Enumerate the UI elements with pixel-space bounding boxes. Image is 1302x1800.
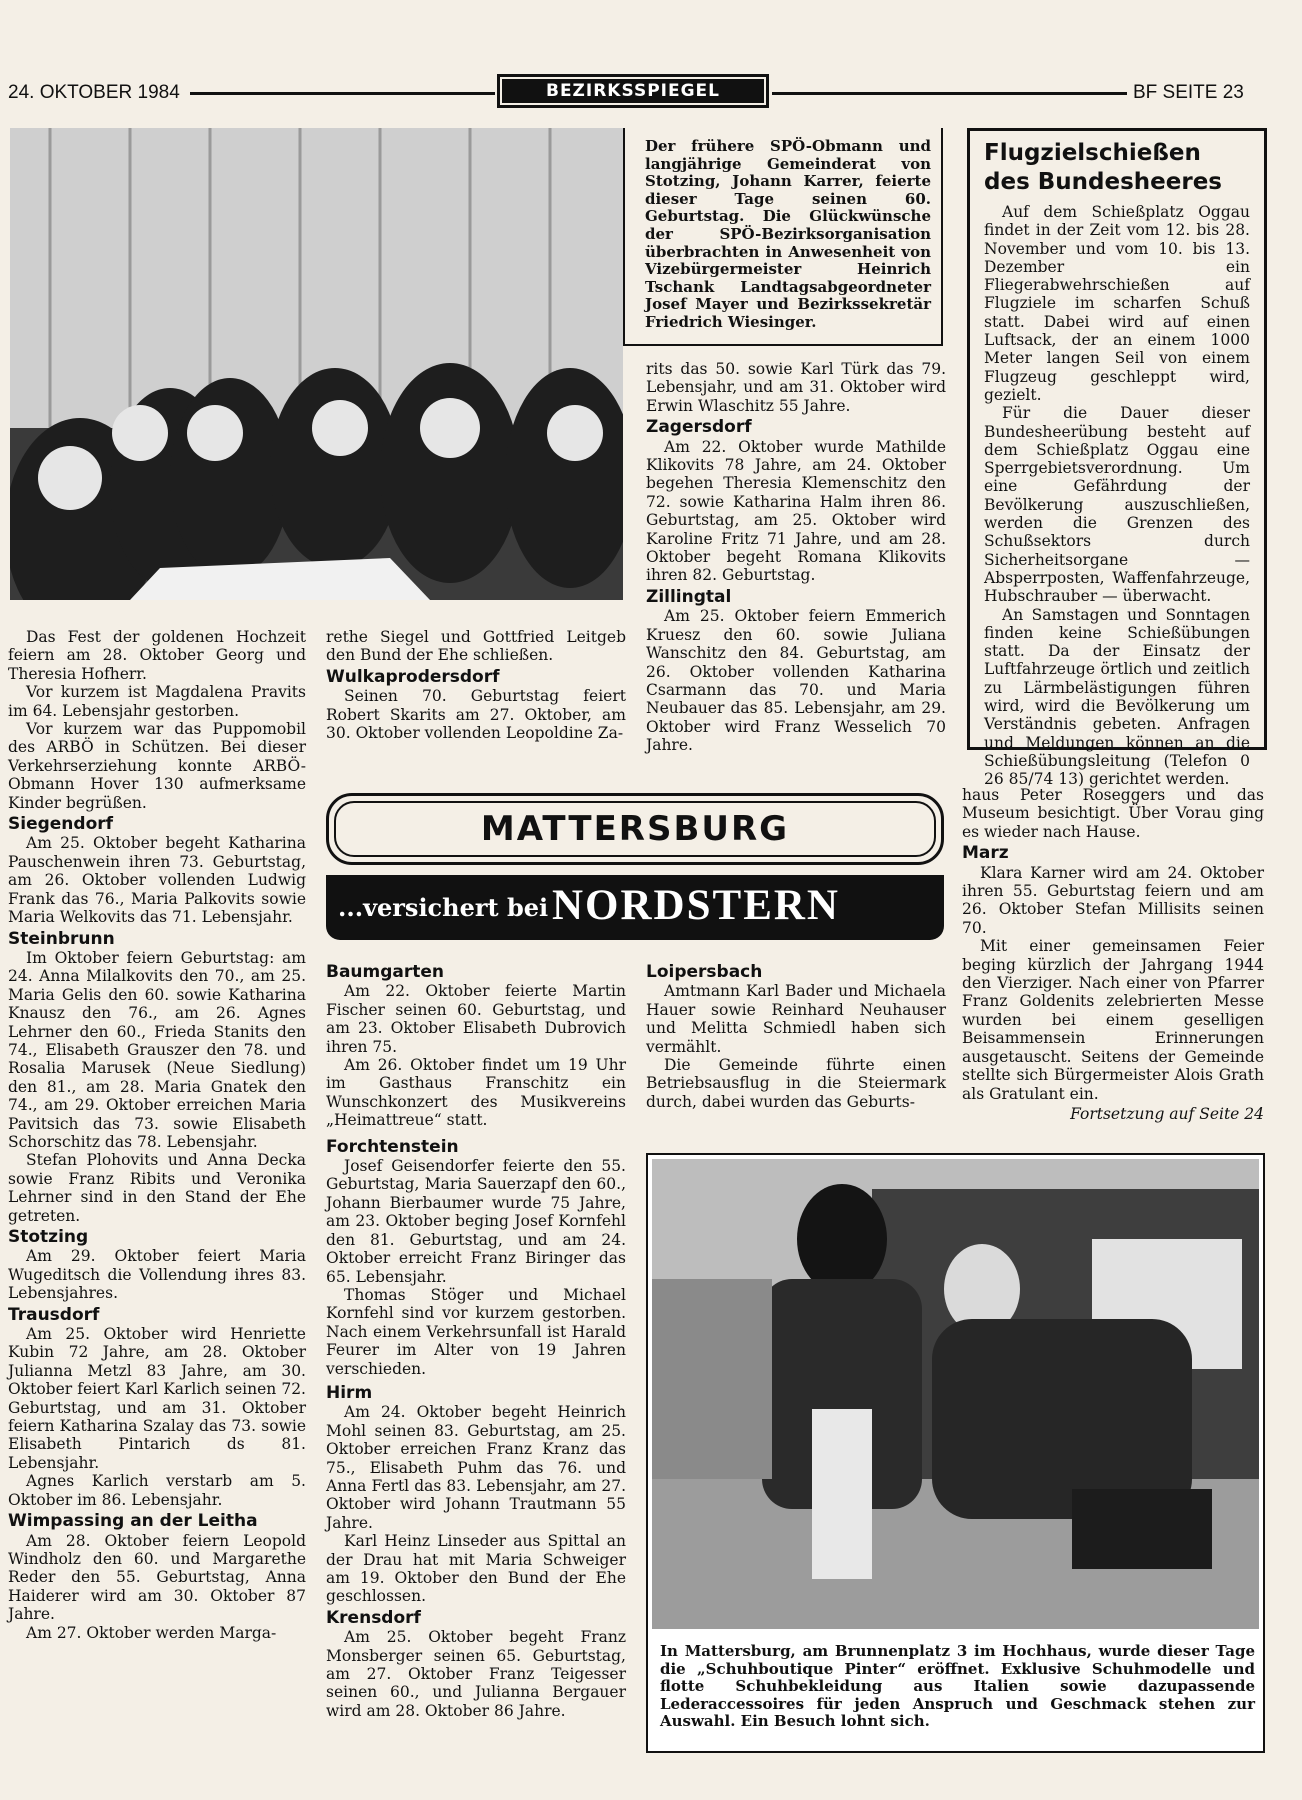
- column-4-bottom: [962, 786, 1264, 1123]
- col4bottom-p1: haus Peter Roseggers und das Museum besichtigt. Über Vorau ging es wieder nach Hause.: [962, 786, 1264, 841]
- col1-s5p1: Am 28. Oktober feiern Leopold Windholz den 60. und Margarethe Reder den 55. Geburtstag, Anna Haiderer wird am 30. Oktober 87 Jahre.: [8, 1531, 306, 1624]
- header-page: BF SEITE 23: [1133, 82, 1244, 103]
- col2bottom-s2p1: Josef Geisendorfer feierte den 55. Geburtstag, Maria Sauerzapf den 60., Johann Bierbaumer wurde 75 Jahre, am 23. Oktober beging Josef Kornfehl den 81. Geburtstag, und am 24. Oktober erreicht Franz Biringer das 65. Lebensjahr.: [326, 1157, 626, 1286]
- col2bottom-s3p1: Am 24. Oktober begeht Heinrich Mohl seinen 83. Geburtstag, am 25. Oktober erreichen Franz Kranz das 75., Elisabeth Puhm das 76. und Anna Fertl das 83. Lebensjahr, am 27. Oktober wird Johann Trautmann 55 Jahre.: [326, 1403, 626, 1532]
- photo-2-image: [652, 1159, 1259, 1629]
- col4bottom-s1p2: Mit einer gemeinsamen Feier beging kürzlich der Jahrgang 1944 den Vierziger. Nach einer von Pfarrer Franz Goldenits zelebrierten Messe wurden bei einem geselligen Beisammensein Erinnerungen ausgetauscht. Seitens der Gemeinde stellte sich Bürgermeister Alois Grath als Gratulant ein.: [962, 937, 1264, 1103]
- sidebox-p1: Auf dem Schießplatz Oggau findet in der Zeit vom 12. bis 28. November und vom 10. bis 13. Dezember ein Fliegerabwehrschießen auf Flugziele im scharfen Schuß statt. Dabei wird auf einen Luftsack, der an einem 1000 Meter langen Seil von einem Flugzeug geschleppt wird, gezielt.: [984, 203, 1250, 404]
- col1-p3: Vor kurzem war das Puppomobil des ARBÖ in Schützen. Bei dieser Verkehrserziehung konnte ARBÖ-Obmann Hover 130 aufmerksame Kinder begrüßen.: [8, 720, 306, 812]
- col2bottom-s1p1: Am 22. Oktober feierte Martin Fischer seinen 60. Geburtstag, und am 23. Oktober Elisabeth Dubrovich ihren 75.: [326, 982, 626, 1056]
- mattersburg-banner: [326, 793, 944, 865]
- heading-forchtenstein: Forchtenstein: [326, 1136, 459, 1157]
- col1-s5p2: Am 27. Oktober werden Marga-: [26, 1623, 277, 1642]
- heading-baumgarten: Baumgarten: [326, 962, 445, 982]
- heading-stotzing: Stotzing: [8, 1227, 89, 1247]
- heading-steinbrunn: Steinbrunn: [8, 928, 115, 949]
- column-2-bottom: [326, 960, 626, 1720]
- nordstern-tagline: ...versichert bei: [338, 893, 549, 922]
- col1-p1: Das Fest der goldenen Hochzeit feiern am 28. Oktober Georg und Theresia Hofherr.: [8, 628, 306, 683]
- section-label-box: [497, 74, 769, 108]
- col3bottom-s1p1: Amtmann Karl Bader und Michaela Hauer sowie Reinhard Neuhauser und Melitta Schmiedl haben sich vermählt.: [646, 982, 946, 1056]
- photo-1-caption-box: [623, 128, 943, 346]
- sidebox-title: Flugzielschießen des Bundesheeres: [984, 140, 1222, 195]
- header-rule-left: [190, 92, 495, 95]
- heading-wimpassing: Wimpassing an der Leitha: [8, 1511, 258, 1532]
- col1-s2p2: Stefan Plohovits und Anna Decka sowie Franz Ribits und Veronika Lehrner sind in den Stand der Ehe getreten.: [8, 1151, 306, 1225]
- photo-1-image: [10, 128, 623, 600]
- heading-zillingtal: Zillingtal: [646, 586, 732, 607]
- col1-p2: Vor kurzem ist Magdalena Pravits im 64. Lebensjahr gestorben.: [8, 683, 306, 720]
- header-date: 24. OKTOBER 1984: [8, 82, 180, 103]
- heading-krensdorf: Krensdorf: [326, 1607, 421, 1628]
- header-rule-right: [772, 92, 1127, 95]
- col2bottom-s2p2: Thomas Stöger und Michael Kornfehl sind vor kurzem gestorben. Nach einem Verkehrsunfall ist Harald Feurer im Alter von 19 Jahren verschieden.: [326, 1285, 626, 1378]
- photo-2-caption: In Mattersburg, am Brunnenplatz 3 im Hochhaus, wurde dieser Tage die „Schuhboutique Pinter“ eröffnet. Exklusive Schuhmodelle und flotte Schuhbekleidung aus Italien sowie dazupassende Lederaccessoires für jeden Anspruch und Geschmack stehen zur Auswahl. Ein Besuch lohnt sich.: [660, 1642, 1255, 1731]
- mattersburg-banner-inner: [334, 801, 936, 857]
- heading-zagersdorf: Zagersdorf: [646, 417, 752, 438]
- heading-wulkaprodersdorf: Wulkaprodersdorf: [326, 666, 500, 687]
- col2bottom-s1p2: Am 26. Oktober findet um 19 Uhr im Gasthaus Franschitz ein Wunschkonzert des Musikvereins „Heimattreue“ statt.: [326, 1056, 626, 1130]
- col1-s3p1: Am 29. Oktober feiert Maria Wugeditsch die Vollendung ihres 83. Lebensjahres.: [8, 1247, 306, 1303]
- column-3-bottom: [646, 960, 946, 1111]
- nordstern-brand: NORDSTERN: [552, 882, 840, 929]
- photo-stotzing-celebration: [10, 128, 623, 600]
- column-3-top: [646, 360, 946, 755]
- photo-1-caption: Der frühere SPÖ-Obmann und langjährige Gemeinderat von Stotzing, Johann Karrer, feierte dieser Tage seinen 60. Geburtstag. Die Glückwünsche der SPÖ-Bezirksorganisation überbrachten in Anwesenheit von Vizebürgermeister Heinrich Tschank Landtagsabgeordneter Josef Mayer und Bezirkssekretär Friedrich Wiesinger.: [645, 137, 931, 331]
- col1-s4p2: Agnes Karlich verstarb am 5. Oktober im 86. Lebensjahr.: [8, 1472, 306, 1509]
- sidebox-body: [984, 203, 1250, 789]
- heading-loipersbach: Loipersbach: [646, 962, 763, 982]
- col2bottom-s4p1: Am 25. Oktober begeht Franz Monsberger seinen 65. Geburtstag, am 27. Oktober Franz Teigesser seinen 60., und Julianna Bergauer wird am 28. Oktober 86 Jahre.: [326, 1628, 626, 1720]
- sidebox-p2: Für die Dauer dieser Bundesheerübung besteht auf dem Schießplatz Oggau eine Sperrgebietsverordnung. Um eine Gefährdung der Bevölkerung auszuschließen, werden die Grenzen des Schußsektors durch Sicherheitsorgane — Absperrposten, Waffenfahrzeuge, Hubschrauber — überwacht.: [984, 404, 1250, 606]
- col4bottom-s1p1: Klara Karner wird am 24. Oktober ihren 55. Geburtstag feiern und am 26. Oktober Stefan Millisits seinen 70.: [962, 863, 1264, 937]
- col3top-s1p1: Am 22. Oktober wurde Mathilde Klikovits 78 Jahre, am 24. Oktober begehen Theresia Klemenschitz den 72. sowie Katharina Halm ihren 86. Geburtstag, am 25. Oktober wird Karoline Fritz 71 Jahre, und am 28. Oktober begeht Romana Klikovits ihren 82. Geburtstag.: [646, 437, 946, 585]
- nordstern-ad: [326, 875, 944, 940]
- continuation-note: Fortsetzung auf Seite 24: [1070, 1104, 1264, 1123]
- photo-schuhboutique: [652, 1159, 1259, 1629]
- sidebox-flugzielschiessen: [967, 128, 1267, 789]
- col1-s1p1: Am 25. Oktober begeht Katharina Pauschenwein ihren 73. Geburtstag, am 26. Oktober vollenden Ludwig Frank das 76., Maria Palkovits sowie Maria Welkovits das 71. Lebensjahr.: [8, 834, 306, 927]
- mattersburg-title: MATTERSBURG: [480, 809, 790, 849]
- heading-marz: Marz: [962, 843, 1009, 864]
- heading-siegendorf: Siegendorf: [8, 814, 114, 835]
- col2top-p1: rethe Siegel und Gottfried Leitgeb den Bund der Ehe schließen.: [326, 628, 626, 665]
- col3bottom-s1p2: Die Gemeinde führte einen Betriebsausflug in die Steiermark durch, dabei wurden das Geburts-: [646, 1056, 946, 1111]
- photo-2-frame: [646, 1153, 1265, 1753]
- heading-trausdorf: Trausdorf: [8, 1304, 100, 1325]
- col2bottom-s3p2: Karl Heinz Linseder aus Spittal an der Drau hat mit Maria Schweiger am 19. Oktober den Bund der Ehe geschlossen.: [326, 1532, 626, 1606]
- section-label: BEZIRKSSPIEGEL: [502, 79, 764, 103]
- heading-hirm: Hirm: [326, 1382, 373, 1403]
- column-2-top: [326, 628, 626, 742]
- col1-s4p1: Am 25. Oktober wird Henriette Kubin 72 Jahre, am 28. Oktober Julianna Metzl 83 Jahre, am 30. Oktober feiert Karl Karlich seinen 72. Geburtstag, und am 31. Oktober feiern Katharina Szalay das 73. sowie Elisabeth Pintarich ds 81. Lebensjahr.: [8, 1325, 306, 1472]
- col1-s2p1: Im Oktober feiern Geburtstag: am 24. Anna Milalkovits den 70., am 25. Maria Gelis den 60. sowie Katharina Knausz den 76., am 26. Agnes Lehrner den 60., Frieda Stanits den 74., Elisabeth Grauszer den 78. und Rosalia Marusek (Neue Siedlung) den 81., am 28. Maria Gnatek den 74., am 29. Oktober erreichen Maria Pavitsich das 73. sowie Elisabeth Schorschitz das 78. Lebensjahr.: [8, 948, 306, 1151]
- column-1: [8, 628, 306, 1642]
- col3top-s2p1: Am 25. Oktober feiern Emmerich Kruesz den 60. sowie Juliana Wanschitz den 84. Geburtstag, am 26. Oktober vollenden Katharina Csarmann das 70. und Maria Neubauer das 85. Lebensjahr, am 29. Oktober wird Franz Wesselich 70 Jahre.: [646, 607, 946, 755]
- sidebox-p3: An Samstagen und Sonntagen finden keine Schießübungen statt. Da der Einsatz der Luftfahrzeuge örtlich und zeitlich zu Lärmbelästigungen führen wird, wird die Bevölkerung um Verständnis gebeten. Anfragen und Meldungen können an die Schießübungsleitung (Telefon 0 26 85/74 13) gerichtet werden.: [984, 605, 1250, 789]
- col2top-s1p1: Seinen 70. Geburtstag feiert Robert Skarits am 27. Oktober, am 30. Oktober vollenden Leopoldine Za-: [326, 687, 626, 743]
- col3top-p1: rits das 50. sowie Karl Türk das 79. Lebensjahr, und am 31. Oktober wird Erwin Wlaschitz 55 Jahre.: [646, 360, 946, 415]
